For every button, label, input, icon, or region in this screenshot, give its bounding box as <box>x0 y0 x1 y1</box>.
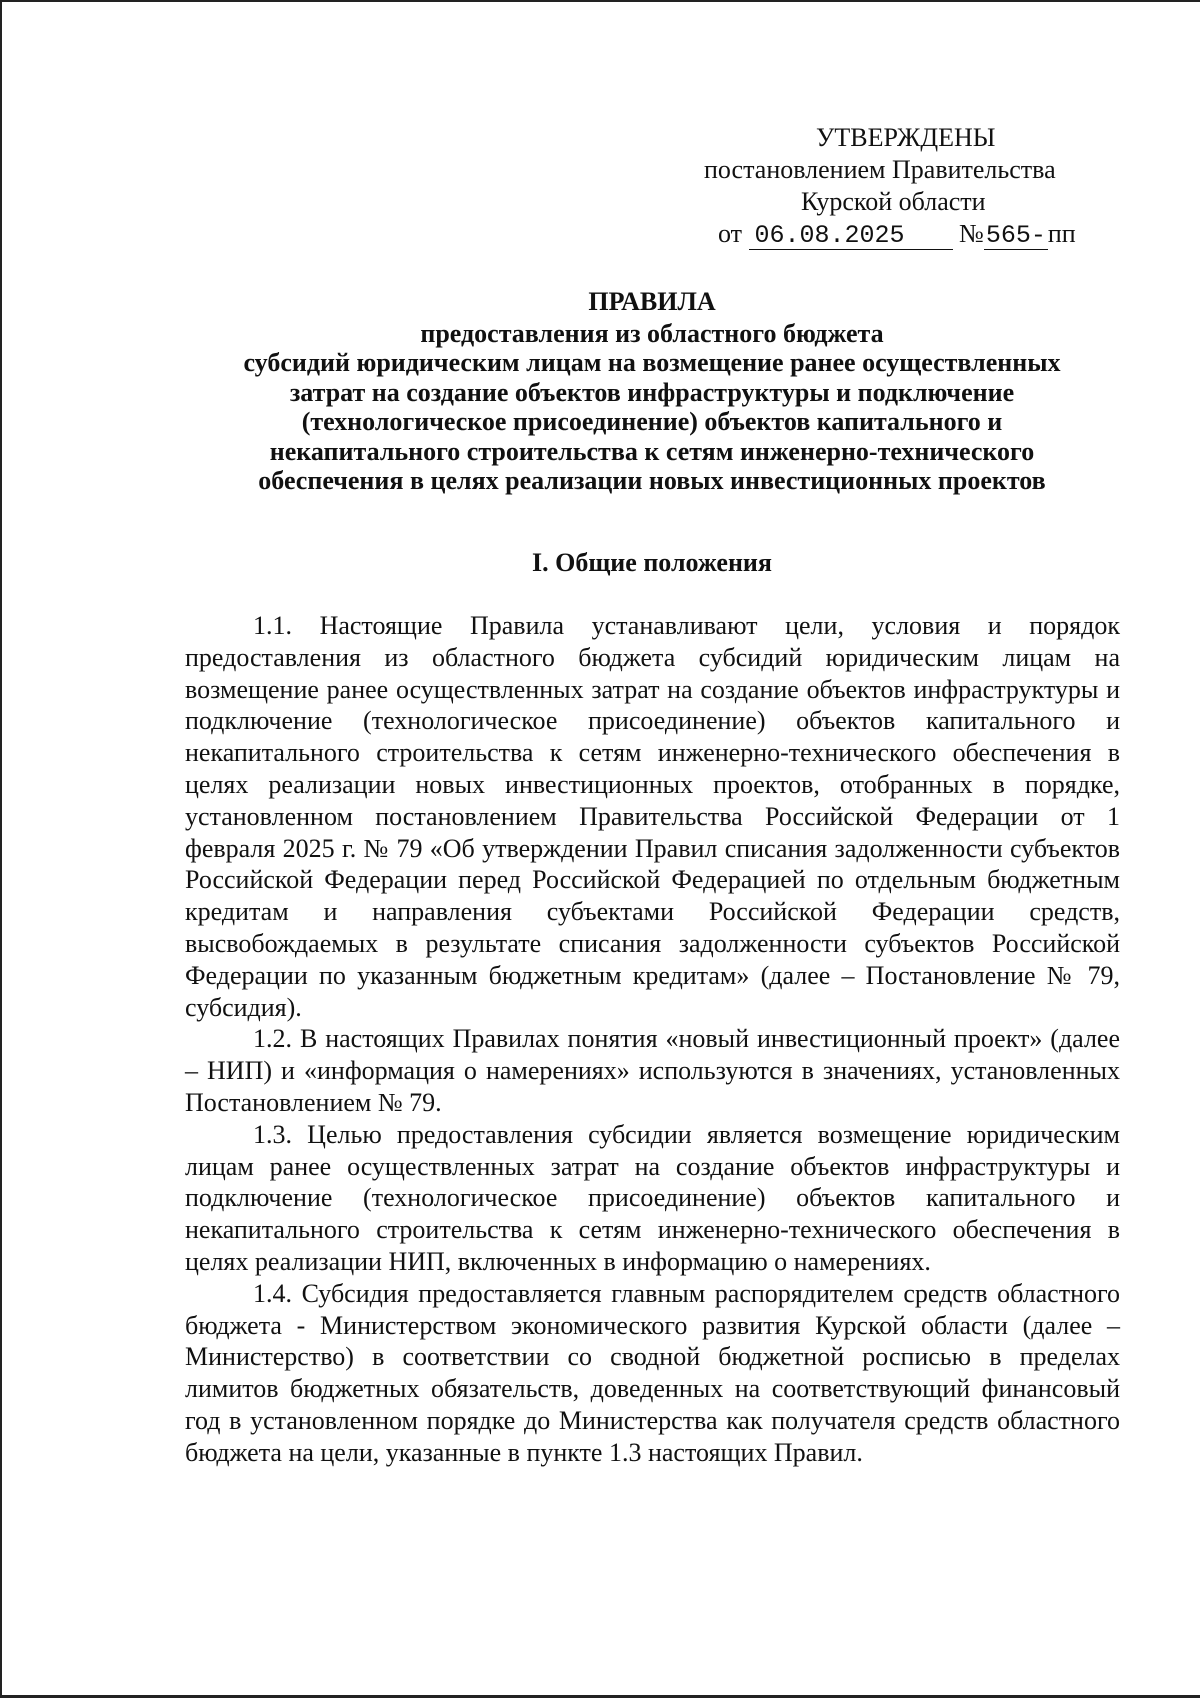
approval-stamp <box>702 122 1102 250</box>
title-line: обеспечения в целях реализации новых инвестиционных проектов <box>258 466 1046 495</box>
document-title <box>182 287 1122 496</box>
approval-heading: УТВЕРЖДЕНЫ <box>816 123 996 152</box>
number-suffix: пп <box>1047 219 1076 248</box>
paragraph-1-3: 1.3. Целью предоставления субсидии является возмещение юридическим лицам ранее осуществленных затрат на создание объектов инфраструктуры и подключение (технологическое присоединение) объектов капитального и некапитального строительства к сетям инженерно-технического обеспечения в целях реализации НИП, включенных в информацию о намерениях. <box>185 1119 1120 1276</box>
title-main: ПРАВИЛА <box>588 287 716 316</box>
approval-date-number-line <box>702 218 1102 250</box>
approval-date: 06.08.2025 <box>749 223 953 250</box>
approval-number: 565- <box>985 221 1046 250</box>
date-prefix: от <box>718 219 743 248</box>
paragraph-1-1: 1.1. Настоящие Правила устанавливают цели, условия и порядок предоставления из областного бюджета субсидий юридическим лицам на возмещение ранее осуществленных затрат на создание объектов инфраструктуры и подключение (технологическое присоединение) объектов капитального и некапитального строительства к сетям инженерно-технического обеспечения в целях реализации новых инвестиционных проектов, отобранных в порядке, установленном постановлением Правительства Российской Федерации от 1 февраля 2025 г. № 79 «Об утверждении Правил списания задолженности субъектов Российской Федерации перед Российской Федерацией по отдельным бюджетным кредитам и направления субъектами Российской Федерации средств, высвобождаемых в результате списания задолженности субъектов Российской Федерации по указанным бюджетным кредитам» (далее – Постановление № 79, субсидия). <box>185 611 1120 1022</box>
title-line: предоставления из областного бюджета <box>420 318 884 348</box>
section-heading: I. Общие положения <box>532 548 772 577</box>
title-line: некапитального строительства к сетям инженерно-технического <box>269 436 1035 466</box>
paragraph-1-2: 1.2. В настоящих Правилах понятия «новый инвестиционный проект» (далее – НИП) и «информация о намерениях» используются в значениях, установленных Постановлением № 79. <box>185 1024 1120 1117</box>
paragraph-1-4: 1.4. Субсидия предоставляется главным распорядителем средств областного бюджета - Министерством экономического развития Курской области (далее – Министерство) в соответствии со сводной бюджетной росписью в пределах лимитов бюджетных обязательств, доведенных на соответствующий финансовый год в установленном порядке до Министерства как получателя средств областного бюджета на цели, указанные в пункте 1.3 настоящих Правил. <box>185 1278 1120 1467</box>
approval-region: Курской области <box>801 187 986 216</box>
approval-authority: постановлением Правительства <box>704 155 1056 184</box>
title-line: (технологическое присоединение) объектов капитального и <box>301 407 1003 436</box>
document-body <box>185 610 1120 1469</box>
number-prefix: № <box>959 219 984 248</box>
title-line: субсидий юридическим лицам на возмещение ранее осуществленных <box>243 348 1061 377</box>
title-line: затрат на создание объектов инфраструктуры и подключение <box>289 377 1015 407</box>
